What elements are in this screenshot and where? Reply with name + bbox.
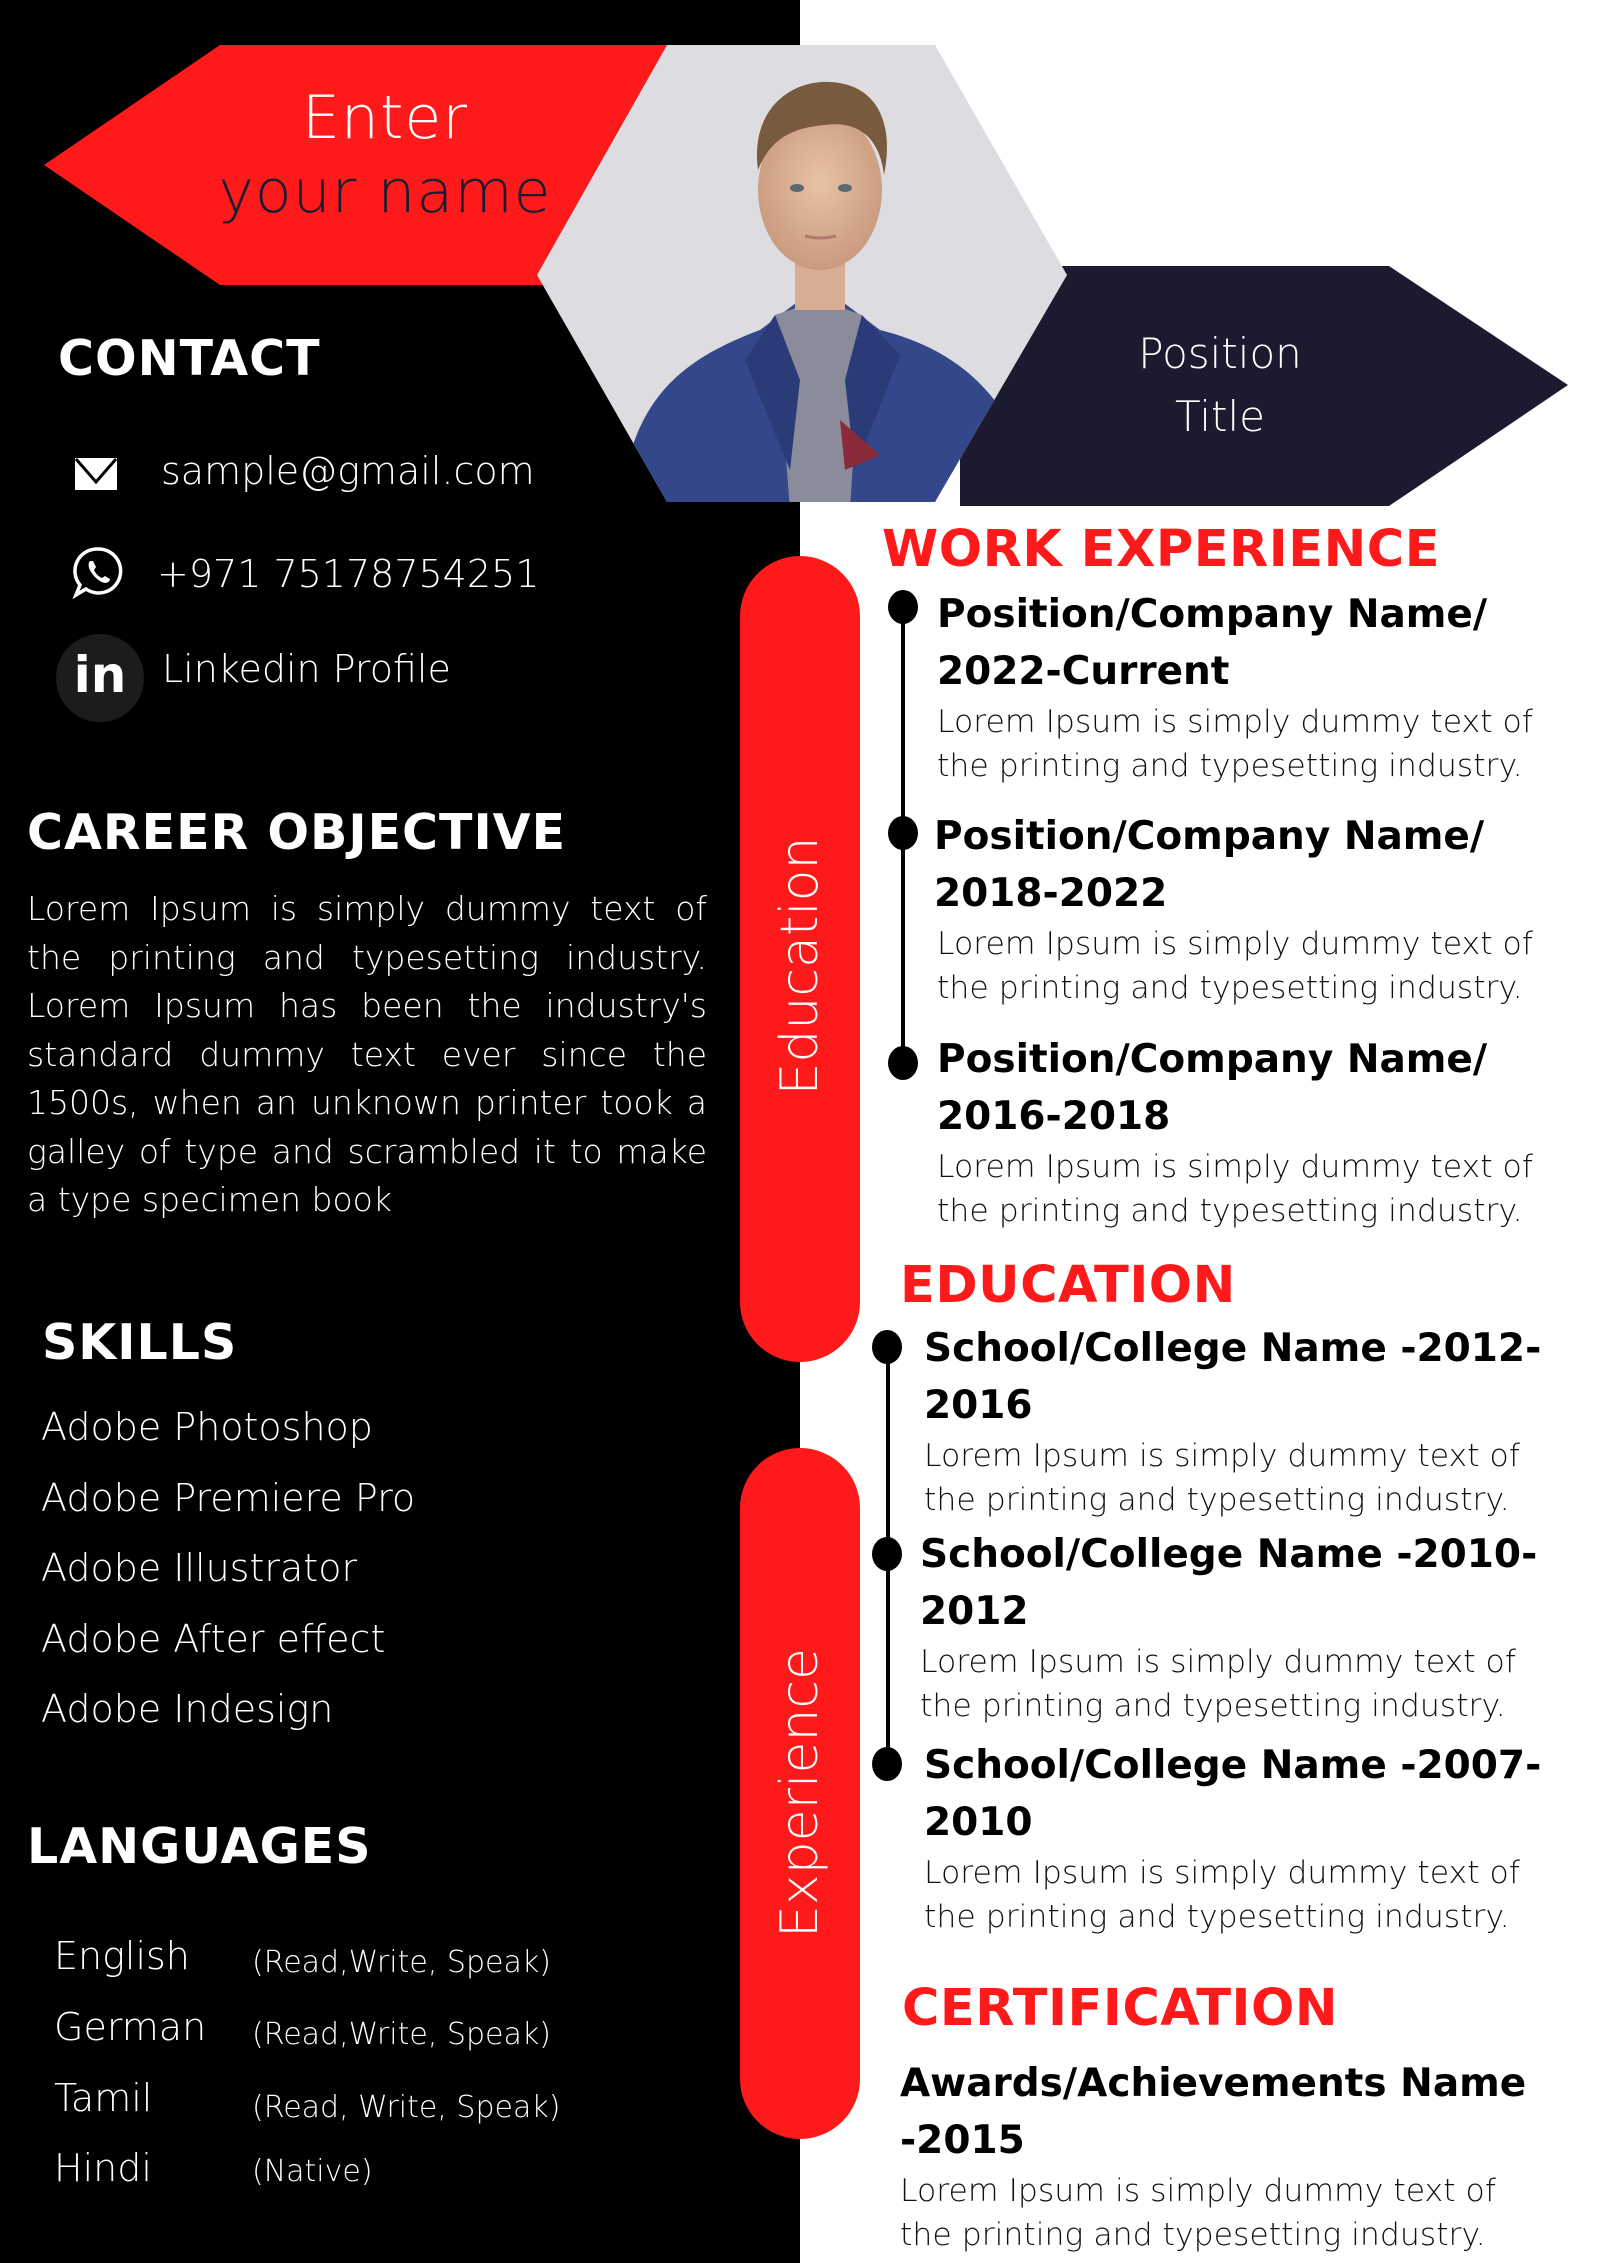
timeline-dot: [872, 1330, 902, 1364]
language-name: German: [54, 2005, 207, 2049]
career-objective-text: Lorem Ipsum is simply dummy text of the printing and typesetting industry. Lorem Ipsum has been the industry's standard dummy text ever since the 1500s, when an unknown printer took a galley of type and scrambled it to make a type specimen book: [27, 889, 707, 1219]
timeline-dot: [888, 1046, 918, 1080]
header-shapes: [0, 0, 1600, 520]
education-entry-title: School/College Name -2010-2012: [920, 1532, 1538, 1634]
work-entry-title: Position/Company Name/ 2016-2018: [937, 1037, 1488, 1139]
education-side-tab-label: Education: [770, 836, 830, 1096]
timeline-dot: [888, 590, 918, 624]
skill-item: Adobe Illustrator: [41, 1546, 358, 1590]
education-entry: [924, 1737, 1564, 1939]
contact-heading: CONTACT: [58, 330, 321, 387]
education-entry-desc: Lorem Ipsum is simply dummy text of the printing and typesetting industry.: [920, 1644, 1516, 1724]
experience-side-tab: [740, 1448, 860, 2139]
timeline-dot: [872, 1537, 902, 1571]
certification-entry-desc: Lorem Ipsum is simply dummy text of the printing and typesetting industry.: [900, 2173, 1496, 2253]
career-objective-heading: CAREER OBJECTIVE: [27, 804, 567, 861]
education-entry-desc: Lorem Ipsum is simply dummy text of the printing and typesetting industry.: [924, 1855, 1520, 1935]
skills-heading: SKILLS: [42, 1314, 238, 1371]
work-entry-title: Position/Company Name/ 2022-Current: [937, 592, 1488, 694]
name-second-line: your name: [218, 157, 552, 227]
work-entry-desc: Lorem Ipsum is simply dummy text of the printing and typesetting industry.: [937, 926, 1533, 1006]
work-entry-desc: Lorem Ipsum is simply dummy text of the printing and typesetting industry.: [937, 704, 1533, 784]
skill-item: Adobe After effect: [41, 1617, 386, 1661]
language-name: English: [54, 1934, 190, 1978]
timeline-dot: [872, 1747, 902, 1781]
language-name: Tamil: [54, 2076, 153, 2120]
language-level: (Native): [252, 2154, 373, 2189]
contact-email[interactable]: sample@gmail.com: [161, 449, 535, 493]
education-entry-title: School/College Name -2012-2016: [924, 1326, 1542, 1428]
contact-phone[interactable]: +971 75178754251: [157, 552, 540, 596]
email-icon: [75, 458, 117, 490]
whatsapp-icon: [72, 545, 124, 599]
language-level: (Read,Write, Speak): [252, 2017, 551, 2052]
languages-heading: LANGUAGES: [27, 1818, 372, 1875]
certification-entry-title: Awards/Achievements Name -2015: [900, 2061, 1527, 2163]
position-title-line2: Title: [1174, 392, 1265, 441]
position-title-line1: Position: [1138, 329, 1302, 378]
education-entry-desc: Lorem Ipsum is simply dummy text of the printing and typesetting industry.: [924, 1438, 1520, 1518]
work-entry: [937, 586, 1577, 788]
linkedin-icon: in: [56, 634, 144, 722]
language-level: (Read,Write, Speak): [252, 1945, 551, 1980]
work-entry: [937, 1031, 1577, 1233]
work-entry-desc: Lorem Ipsum is simply dummy text of the printing and typesetting industry.: [937, 1149, 1533, 1229]
work-experience-heading: WORK EXPERIENCE: [882, 520, 1441, 579]
language-level: (Read, Write, Speak): [252, 2090, 561, 2125]
skill-item: Adobe Premiere Pro: [41, 1476, 416, 1520]
work-entry: [934, 808, 1574, 1010]
education-entry: [924, 1320, 1564, 1522]
certification-entry: [900, 2055, 1540, 2257]
language-name: Hindi: [54, 2146, 152, 2190]
certification-heading: CERTIFICATION: [902, 1979, 1339, 2038]
experience-side-tab-label: Experience: [770, 1648, 830, 1938]
skill-item: Adobe Indesign: [41, 1687, 334, 1731]
contact-linkedin[interactable]: Linkedin Profile: [162, 647, 451, 691]
education-entry: [920, 1526, 1560, 1728]
education-entry-title: School/College Name -2007-2010: [924, 1743, 1542, 1845]
name-first-line: Enter: [301, 83, 469, 153]
education-heading: EDUCATION: [900, 1256, 1236, 1315]
timeline-dot: [888, 816, 918, 850]
education-side-tab: [740, 556, 860, 1362]
work-entry-title: Position/Company Name/ 2018-2022: [934, 814, 1485, 916]
skill-item: Adobe Photoshop: [41, 1405, 373, 1449]
